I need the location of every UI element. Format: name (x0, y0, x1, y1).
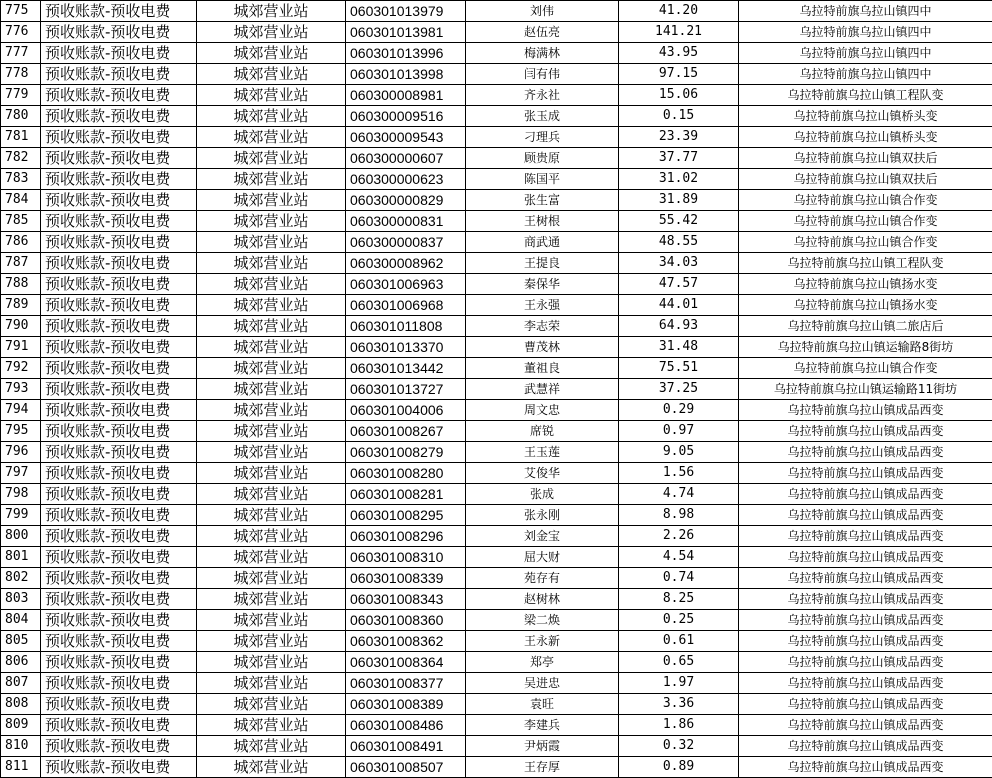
account-number-cell: 060301008310 (346, 547, 466, 568)
account-number-cell: 060301008295 (346, 505, 466, 526)
amount-cell: 34.03 (619, 253, 739, 274)
station-cell: 城郊营业站 (197, 421, 346, 442)
customer-name-cell: 顾贵原 (466, 148, 619, 169)
account-type-cell: 预收账款-预收电费 (41, 505, 197, 526)
station-cell: 城郊营业站 (197, 379, 346, 400)
account-number-cell: 060301008360 (346, 610, 466, 631)
row-number-cell: 786 (1, 232, 41, 253)
station-cell: 城郊营业站 (197, 1, 346, 22)
amount-cell: 8.98 (619, 505, 739, 526)
station-cell: 城郊营业站 (197, 631, 346, 652)
account-number-cell: 060300009516 (346, 106, 466, 127)
station-cell: 城郊营业站 (197, 526, 346, 547)
row-number-cell: 803 (1, 589, 41, 610)
amount-cell: 4.74 (619, 484, 739, 505)
table-row (1, 736, 992, 757)
amount-cell: 31.48 (619, 337, 739, 358)
amount-cell: 64.93 (619, 316, 739, 337)
address-cell: 乌拉特前旗乌拉山镇合作变 (739, 358, 992, 379)
amount-cell: 37.25 (619, 379, 739, 400)
address-cell: 乌拉特前旗乌拉山镇成品西变 (739, 421, 992, 442)
station-cell: 城郊营业站 (197, 610, 346, 631)
station-cell: 城郊营业站 (197, 358, 346, 379)
amount-cell: 1.97 (619, 673, 739, 694)
station-cell: 城郊营业站 (197, 106, 346, 127)
address-cell: 乌拉特前旗乌拉山镇成品西变 (739, 694, 992, 715)
row-number-cell: 797 (1, 463, 41, 484)
row-number-cell: 780 (1, 106, 41, 127)
row-number-cell: 798 (1, 484, 41, 505)
account-type-cell: 预收账款-预收电费 (41, 736, 197, 757)
table-row (1, 22, 992, 43)
amount-cell: 4.54 (619, 547, 739, 568)
customer-name-cell: 梅满林 (466, 43, 619, 64)
account-number-cell: 060300008981 (346, 85, 466, 106)
amount-cell: 47.57 (619, 274, 739, 295)
customer-name-cell: 商武通 (466, 232, 619, 253)
customer-name-cell: 王永新 (466, 631, 619, 652)
customer-name-cell: 尹炳霞 (466, 736, 619, 757)
customer-name-cell: 苑存有 (466, 568, 619, 589)
account-number-cell: 060301013996 (346, 43, 466, 64)
table-row (1, 148, 992, 169)
row-number-cell: 796 (1, 442, 41, 463)
amount-cell: 2.26 (619, 526, 739, 547)
amount-cell: 0.32 (619, 736, 739, 757)
amount-cell: 43.95 (619, 43, 739, 64)
amount-cell: 141.21 (619, 22, 739, 43)
account-number-cell: 060301008296 (346, 526, 466, 547)
customer-name-cell: 刘伟 (466, 1, 619, 22)
customer-name-cell: 闫有伟 (466, 64, 619, 85)
account-type-cell: 预收账款-预收电费 (41, 253, 197, 274)
row-number-cell: 790 (1, 316, 41, 337)
address-cell: 乌拉特前旗乌拉山镇成品西变 (739, 610, 992, 631)
account-number-cell: 060301004006 (346, 400, 466, 421)
station-cell: 城郊营业站 (197, 568, 346, 589)
customer-name-cell: 周文忠 (466, 400, 619, 421)
customer-name-cell: 李志荣 (466, 316, 619, 337)
customer-name-cell: 王存厚 (466, 757, 619, 778)
row-number-cell: 795 (1, 421, 41, 442)
table-row (1, 652, 992, 673)
station-cell: 城郊营业站 (197, 127, 346, 148)
table-row (1, 127, 992, 148)
address-cell: 乌拉特前旗乌拉山镇成品西变 (739, 526, 992, 547)
row-number-cell: 811 (1, 757, 41, 778)
address-cell: 乌拉特前旗乌拉山镇二旅店后 (739, 316, 992, 337)
address-cell: 乌拉特前旗乌拉山镇运输路8街坊 (739, 337, 992, 358)
table-row (1, 610, 992, 631)
address-cell: 乌拉特前旗乌拉山镇扬水变 (739, 274, 992, 295)
table-row (1, 484, 992, 505)
customer-name-cell: 袁旺 (466, 694, 619, 715)
customer-name-cell: 董祖良 (466, 358, 619, 379)
account-type-cell: 预收账款-预收电费 (41, 442, 197, 463)
account-type-cell: 预收账款-预收电费 (41, 316, 197, 337)
customer-name-cell: 张成 (466, 484, 619, 505)
account-type-cell: 预收账款-预收电费 (41, 379, 197, 400)
table-row (1, 568, 992, 589)
address-cell: 乌拉特前旗乌拉山镇成品西变 (739, 547, 992, 568)
row-number-cell: 783 (1, 169, 41, 190)
account-number-cell: 060300008962 (346, 253, 466, 274)
customer-name-cell: 刘金宝 (466, 526, 619, 547)
account-type-cell: 预收账款-预收电费 (41, 1, 197, 22)
account-number-cell: 060301011808 (346, 316, 466, 337)
amount-cell: 41.20 (619, 1, 739, 22)
account-number-cell: 060300000831 (346, 211, 466, 232)
amount-cell: 97.15 (619, 64, 739, 85)
address-cell: 乌拉特前旗乌拉山镇四中 (739, 64, 992, 85)
amount-cell: 37.77 (619, 148, 739, 169)
account-type-cell: 预收账款-预收电费 (41, 190, 197, 211)
account-number-cell: 060301008279 (346, 442, 466, 463)
table-row (1, 694, 992, 715)
station-cell: 城郊营业站 (197, 337, 346, 358)
account-type-cell: 预收账款-预收电费 (41, 463, 197, 484)
table-row (1, 190, 992, 211)
table-row (1, 211, 992, 232)
address-cell: 乌拉特前旗乌拉山镇四中 (739, 22, 992, 43)
account-type-cell: 预收账款-预收电费 (41, 295, 197, 316)
table-row (1, 295, 992, 316)
row-number-cell: 809 (1, 715, 41, 736)
customer-name-cell: 席锐 (466, 421, 619, 442)
table-row (1, 232, 992, 253)
row-number-cell: 791 (1, 337, 41, 358)
address-cell: 乌拉特前旗乌拉山镇桥头变 (739, 127, 992, 148)
row-number-cell: 801 (1, 547, 41, 568)
account-number-cell: 060301008267 (346, 421, 466, 442)
account-type-cell: 预收账款-预收电费 (41, 337, 197, 358)
table-row (1, 715, 992, 736)
account-type-cell: 预收账款-预收电费 (41, 127, 197, 148)
table-row (1, 106, 992, 127)
station-cell: 城郊营业站 (197, 148, 346, 169)
address-cell: 乌拉特前旗乌拉山镇合作变 (739, 211, 992, 232)
account-type-cell: 预收账款-预收电费 (41, 64, 197, 85)
station-cell: 城郊营业站 (197, 694, 346, 715)
table-row (1, 505, 992, 526)
station-cell: 城郊营业站 (197, 673, 346, 694)
account-type-cell: 预收账款-预收电费 (41, 148, 197, 169)
account-type-cell: 预收账款-预收电费 (41, 358, 197, 379)
customer-name-cell: 艾俊华 (466, 463, 619, 484)
address-cell: 乌拉特前旗乌拉山镇成品西变 (739, 736, 992, 757)
amount-cell: 0.15 (619, 106, 739, 127)
table-row (1, 463, 992, 484)
station-cell: 城郊营业站 (197, 463, 346, 484)
customer-name-cell: 赵伍亮 (466, 22, 619, 43)
table-row (1, 169, 992, 190)
row-number-cell: 794 (1, 400, 41, 421)
account-type-cell: 预收账款-预收电费 (41, 232, 197, 253)
address-cell: 乌拉特前旗乌拉山镇成品西变 (739, 631, 992, 652)
station-cell: 城郊营业站 (197, 253, 346, 274)
address-cell: 乌拉特前旗乌拉山镇成品西变 (739, 757, 992, 778)
account-type-cell: 预收账款-预收电费 (41, 22, 197, 43)
amount-cell: 0.65 (619, 652, 739, 673)
row-number-cell: 805 (1, 631, 41, 652)
amount-cell: 15.06 (619, 85, 739, 106)
amount-cell: 23.39 (619, 127, 739, 148)
amount-cell: 1.56 (619, 463, 739, 484)
account-type-cell: 预收账款-预收电费 (41, 526, 197, 547)
address-cell: 乌拉特前旗乌拉山镇成品西变 (739, 463, 992, 484)
station-cell: 城郊营业站 (197, 232, 346, 253)
address-cell: 乌拉特前旗乌拉山镇成品西变 (739, 442, 992, 463)
station-cell: 城郊营业站 (197, 64, 346, 85)
account-type-cell: 预收账款-预收电费 (41, 400, 197, 421)
amount-cell: 1.86 (619, 715, 739, 736)
account-number-cell: 060300000829 (346, 190, 466, 211)
row-number-cell: 785 (1, 211, 41, 232)
account-type-cell: 预收账款-预收电费 (41, 631, 197, 652)
account-number-cell: 060301008364 (346, 652, 466, 673)
account-number-cell: 060301006968 (346, 295, 466, 316)
row-number-cell: 787 (1, 253, 41, 274)
row-number-cell: 781 (1, 127, 41, 148)
row-number-cell: 776 (1, 22, 41, 43)
address-cell: 乌拉特前旗乌拉山镇运输路11街坊 (739, 379, 992, 400)
amount-cell: 0.61 (619, 631, 739, 652)
table-row (1, 526, 992, 547)
customer-name-cell: 张生富 (466, 190, 619, 211)
table-row (1, 274, 992, 295)
customer-name-cell: 张玉成 (466, 106, 619, 127)
account-type-cell: 预收账款-预收电费 (41, 652, 197, 673)
account-number-cell: 060301008280 (346, 463, 466, 484)
row-number-cell: 778 (1, 64, 41, 85)
amount-cell: 31.02 (619, 169, 739, 190)
table-row (1, 673, 992, 694)
row-number-cell: 789 (1, 295, 41, 316)
account-number-cell: 060301013442 (346, 358, 466, 379)
station-cell: 城郊营业站 (197, 736, 346, 757)
row-number-cell: 807 (1, 673, 41, 694)
row-number-cell: 792 (1, 358, 41, 379)
address-cell: 乌拉特前旗乌拉山镇合作变 (739, 190, 992, 211)
customer-name-cell: 王树根 (466, 211, 619, 232)
account-type-cell: 预收账款-预收电费 (41, 274, 197, 295)
account-number-cell: 060301013727 (346, 379, 466, 400)
customer-name-cell: 王玉莲 (466, 442, 619, 463)
account-type-cell: 预收账款-预收电费 (41, 568, 197, 589)
account-number-cell: 060301006963 (346, 274, 466, 295)
customer-name-cell: 梁二焕 (466, 610, 619, 631)
station-cell: 城郊营业站 (197, 505, 346, 526)
account-type-cell: 预收账款-预收电费 (41, 547, 197, 568)
table-row (1, 589, 992, 610)
station-cell: 城郊营业站 (197, 211, 346, 232)
account-number-cell: 060300009543 (346, 127, 466, 148)
station-cell: 城郊营业站 (197, 295, 346, 316)
row-number-cell: 804 (1, 610, 41, 631)
address-cell: 乌拉特前旗乌拉山镇双扶后 (739, 148, 992, 169)
row-number-cell: 806 (1, 652, 41, 673)
account-number-cell: 060301008491 (346, 736, 466, 757)
customer-name-cell: 赵树林 (466, 589, 619, 610)
address-cell: 乌拉特前旗乌拉山镇工程队变 (739, 253, 992, 274)
table-row (1, 379, 992, 400)
table-row (1, 400, 992, 421)
amount-cell: 0.89 (619, 757, 739, 778)
table-row (1, 421, 992, 442)
customer-name-cell: 屈大财 (466, 547, 619, 568)
customer-name-cell: 郑亭 (466, 652, 619, 673)
table-row (1, 547, 992, 568)
table-row (1, 337, 992, 358)
address-cell: 乌拉特前旗乌拉山镇扬水变 (739, 295, 992, 316)
account-type-cell: 预收账款-预收电费 (41, 85, 197, 106)
account-type-cell: 预收账款-预收电费 (41, 673, 197, 694)
address-cell: 乌拉特前旗乌拉山镇四中 (739, 1, 992, 22)
row-number-cell: 788 (1, 274, 41, 295)
station-cell: 城郊营业站 (197, 547, 346, 568)
account-number-cell: 060301008343 (346, 589, 466, 610)
account-type-cell: 预收账款-预收电费 (41, 106, 197, 127)
account-number-cell: 060301013370 (346, 337, 466, 358)
account-type-cell: 预收账款-预收电费 (41, 169, 197, 190)
address-cell: 乌拉特前旗乌拉山镇桥头变 (739, 106, 992, 127)
customer-name-cell: 张永刚 (466, 505, 619, 526)
account-number-cell: 060301008339 (346, 568, 466, 589)
customer-name-cell: 吴进忠 (466, 673, 619, 694)
account-number-cell: 060301013981 (346, 22, 466, 43)
address-cell: 乌拉特前旗乌拉山镇成品西变 (739, 400, 992, 421)
table-row (1, 1, 992, 22)
amount-cell: 55.42 (619, 211, 739, 232)
table-row (1, 85, 992, 106)
account-number-cell: 060301008507 (346, 757, 466, 778)
table-row (1, 358, 992, 379)
station-cell: 城郊营业站 (197, 169, 346, 190)
row-number-cell: 802 (1, 568, 41, 589)
account-type-cell: 预收账款-预收电费 (41, 694, 197, 715)
customer-name-cell: 武慧祥 (466, 379, 619, 400)
table-row (1, 316, 992, 337)
address-cell: 乌拉特前旗乌拉山镇成品西变 (739, 652, 992, 673)
station-cell: 城郊营业站 (197, 316, 346, 337)
customer-name-cell: 王永强 (466, 295, 619, 316)
account-type-cell: 预收账款-预收电费 (41, 484, 197, 505)
table-row (1, 43, 992, 64)
account-number-cell: 060301008486 (346, 715, 466, 736)
amount-cell: 0.25 (619, 610, 739, 631)
account-type-cell: 预收账款-预收电费 (41, 757, 197, 778)
row-number-cell: 777 (1, 43, 41, 64)
account-number-cell: 060301008362 (346, 631, 466, 652)
account-type-cell: 预收账款-预收电费 (41, 715, 197, 736)
account-number-cell: 060301008281 (346, 484, 466, 505)
station-cell: 城郊营业站 (197, 400, 346, 421)
amount-cell: 3.36 (619, 694, 739, 715)
row-number-cell: 775 (1, 1, 41, 22)
station-cell: 城郊营业站 (197, 274, 346, 295)
customer-name-cell: 陈国平 (466, 169, 619, 190)
station-cell: 城郊营业站 (197, 85, 346, 106)
row-number-cell: 793 (1, 379, 41, 400)
amount-cell: 8.25 (619, 589, 739, 610)
address-cell: 乌拉特前旗乌拉山镇成品西变 (739, 568, 992, 589)
row-number-cell: 784 (1, 190, 41, 211)
station-cell: 城郊营业站 (197, 190, 346, 211)
address-cell: 乌拉特前旗乌拉山镇工程队变 (739, 85, 992, 106)
table-row (1, 442, 992, 463)
account-type-cell: 预收账款-预收电费 (41, 43, 197, 64)
customer-name-cell: 秦保华 (466, 274, 619, 295)
account-number-cell: 060300000607 (346, 148, 466, 169)
account-type-cell: 预收账款-预收电费 (41, 211, 197, 232)
customer-name-cell: 齐永社 (466, 85, 619, 106)
account-number-cell: 060300000837 (346, 232, 466, 253)
customer-name-cell: 曹茂林 (466, 337, 619, 358)
address-cell: 乌拉特前旗乌拉山镇成品西变 (739, 505, 992, 526)
account-type-cell: 预收账款-预收电费 (41, 610, 197, 631)
address-cell: 乌拉特前旗乌拉山镇成品西变 (739, 589, 992, 610)
amount-cell: 44.01 (619, 295, 739, 316)
account-type-cell: 预收账款-预收电费 (41, 421, 197, 442)
table-row (1, 64, 992, 85)
amount-cell: 31.89 (619, 190, 739, 211)
amount-cell: 0.97 (619, 421, 739, 442)
account-number-cell: 060301008389 (346, 694, 466, 715)
amount-cell: 75.51 (619, 358, 739, 379)
customer-name-cell: 王提良 (466, 253, 619, 274)
amount-cell: 9.05 (619, 442, 739, 463)
address-cell: 乌拉特前旗乌拉山镇合作变 (739, 232, 992, 253)
row-number-cell: 808 (1, 694, 41, 715)
account-number-cell: 060300000623 (346, 169, 466, 190)
account-type-cell: 预收账款-预收电费 (41, 589, 197, 610)
station-cell: 城郊营业站 (197, 484, 346, 505)
account-number-cell: 060301013979 (346, 1, 466, 22)
station-cell: 城郊营业站 (197, 22, 346, 43)
row-number-cell: 799 (1, 505, 41, 526)
amount-cell: 0.74 (619, 568, 739, 589)
station-cell: 城郊营业站 (197, 43, 346, 64)
address-cell: 乌拉特前旗乌拉山镇成品西变 (739, 715, 992, 736)
station-cell: 城郊营业站 (197, 589, 346, 610)
address-cell: 乌拉特前旗乌拉山镇成品西变 (739, 673, 992, 694)
table-row (1, 253, 992, 274)
row-number-cell: 800 (1, 526, 41, 547)
amount-cell: 0.29 (619, 400, 739, 421)
table-row (1, 757, 992, 778)
customer-name-cell: 李建兵 (466, 715, 619, 736)
table-row (1, 631, 992, 652)
address-cell: 乌拉特前旗乌拉山镇成品西变 (739, 484, 992, 505)
station-cell: 城郊营业站 (197, 652, 346, 673)
row-number-cell: 779 (1, 85, 41, 106)
station-cell: 城郊营业站 (197, 715, 346, 736)
address-cell: 乌拉特前旗乌拉山镇四中 (739, 43, 992, 64)
station-cell: 城郊营业站 (197, 757, 346, 778)
station-cell: 城郊营业站 (197, 442, 346, 463)
row-number-cell: 810 (1, 736, 41, 757)
row-number-cell: 782 (1, 148, 41, 169)
customer-name-cell: 刁理兵 (466, 127, 619, 148)
ledger-body (1, 1, 992, 778)
account-number-cell: 060301013998 (346, 64, 466, 85)
account-number-cell: 060301008377 (346, 673, 466, 694)
amount-cell: 48.55 (619, 232, 739, 253)
address-cell: 乌拉特前旗乌拉山镇双扶后 (739, 169, 992, 190)
